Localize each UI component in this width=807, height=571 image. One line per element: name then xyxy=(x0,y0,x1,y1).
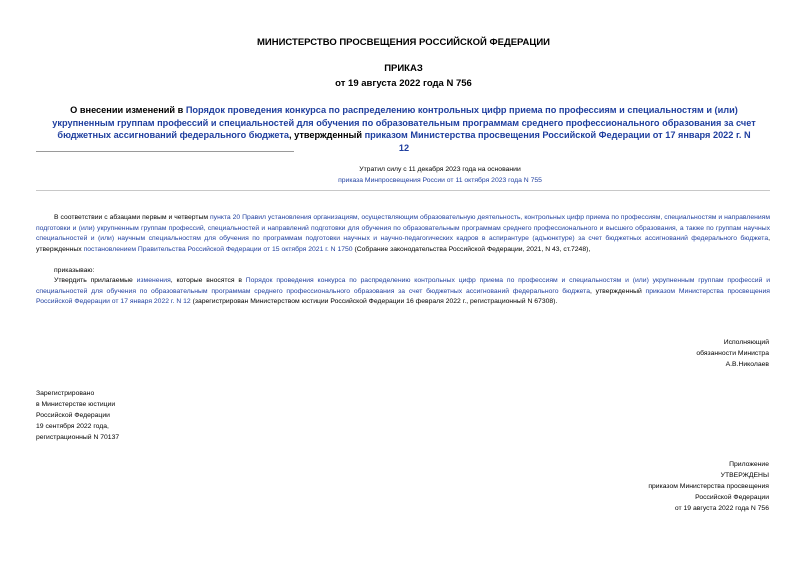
p2-link-changes[interactable]: изменения xyxy=(136,277,171,284)
divider-long xyxy=(36,190,770,191)
p1-link-point20[interactable]: пункта 20 xyxy=(210,214,241,221)
appendix-line4: Российской Федерации xyxy=(695,494,769,501)
status-note-link[interactable]: приказа Минпросвещения России от 11 октября 2023 года N 755 xyxy=(338,177,542,184)
p2-text-c: , утвержденный xyxy=(590,287,646,295)
registration-block xyxy=(36,388,336,443)
signature-line2: обязанности Министра xyxy=(696,350,769,357)
p2-text-b: , которые вносятся в xyxy=(170,277,246,284)
p1-text-a: В соответствии с абзацами первым и четвертым xyxy=(54,214,210,221)
appendix-line5: от 19 августа 2022 года N 756 xyxy=(674,505,769,512)
appendix-line2: УТВЕРЖДЕНЫ xyxy=(720,472,769,479)
p2-link-order[interactable]: приказом Министерства просвещения Российской Федерации от 17 января 2022 г. N 12 xyxy=(36,287,770,306)
signature-name: А.В.Николаев xyxy=(725,361,769,368)
registration-line1: Зарегистрировано xyxy=(36,390,95,397)
title-prefix: О внесении изменений в xyxy=(70,105,186,115)
p1-text-d: (Собрание законодательства Российской Федерации, 2021, N 43, ст.7248), xyxy=(352,246,591,254)
title-link-procedure[interactable]: Порядок проведения конкурса по распределению контрольных цифр приема по профессиям и специальностям и (или) укрупненным группам профессий и специальностей для обучения по образовательным программам среднего профессионального образования за счет бюджетных ассигнований федерального бюджета xyxy=(52,105,756,140)
signature-block xyxy=(469,337,769,370)
p2-link-procedure[interactable]: Порядок проведения конкурса по распределению контрольных цифр приема по профессиям и специальностям и (или) укрупненным группам профессий и специальностей для обучения по образовательным программам среднего профессионального образования за счет бюджетных ассигнований федерального бюджета xyxy=(36,277,770,295)
p1-text-c: , утвержденных xyxy=(36,235,770,254)
orders-word: приказываю: xyxy=(54,267,95,274)
doc-type-heading: ПРИКАЗ xyxy=(384,63,423,74)
document-title xyxy=(52,104,756,154)
registration-line3: Российской Федерации xyxy=(36,412,110,419)
registration-line2: в Министерстве юстиции xyxy=(36,401,116,408)
registration-line4: 19 сентября 2022 года, xyxy=(36,423,109,430)
signature-line1: Исполняющий xyxy=(723,339,769,346)
p2-text-a: Утвердить прилагаемые xyxy=(54,277,137,284)
doc-date-number: от 19 августа 2022 года N 756 xyxy=(335,78,472,89)
appendix-line1: Приложение xyxy=(729,461,769,468)
title-middle: , утвержденный xyxy=(289,130,365,140)
title-link-order[interactable]: приказом Министерства просвещения Российской Федерации от 17 января 2022 г. N 12 xyxy=(364,130,751,153)
ministry-heading: МИНИСТЕРСТВО ПРОСВЕЩЕНИЯ РОССИЙСКОЙ ФЕДЕРАЦИИ xyxy=(256,37,551,48)
registration-line5: регистрационный N 70137 xyxy=(36,434,120,441)
paragraph-preamble xyxy=(36,213,770,256)
p1-link-rules[interactable]: Правил установления организациям, осуществляющим образовательную деятельность, контрольных цифр приема по профессиям, специальностям и направлениям подготовки и (или) укрупненным группам профессий, специальностей и направлений подготовки для обучения по образовательным программам среднего профессионального и высшего образования, а также по группам научных специальностей и (или) научным специальностям для обучения по программам подготовки научных и научно-педагогических кадров в аспирантуре (адъюнктуре) за счет бюджетных ассигнований федерального бюджета xyxy=(36,214,771,243)
p1-link-resolution[interactable]: постановлением Правительства Российской Федерации от 15 октября 2021 г. N 1750 xyxy=(83,246,353,254)
appendix-block xyxy=(469,459,769,514)
paragraph-approve xyxy=(36,276,770,308)
status-note-text: Утратил силу с 11 декабря 2023 года на основании xyxy=(359,166,521,173)
p2-text-d: (зарегистрирован Министерством юстиции Российской Федерации 16 февраля 2022 г., регистрационный N 67308). xyxy=(190,298,558,306)
divider-short xyxy=(36,151,294,152)
status-note xyxy=(150,164,730,186)
appendix-line3: приказом Министерства просвещения xyxy=(648,483,769,490)
